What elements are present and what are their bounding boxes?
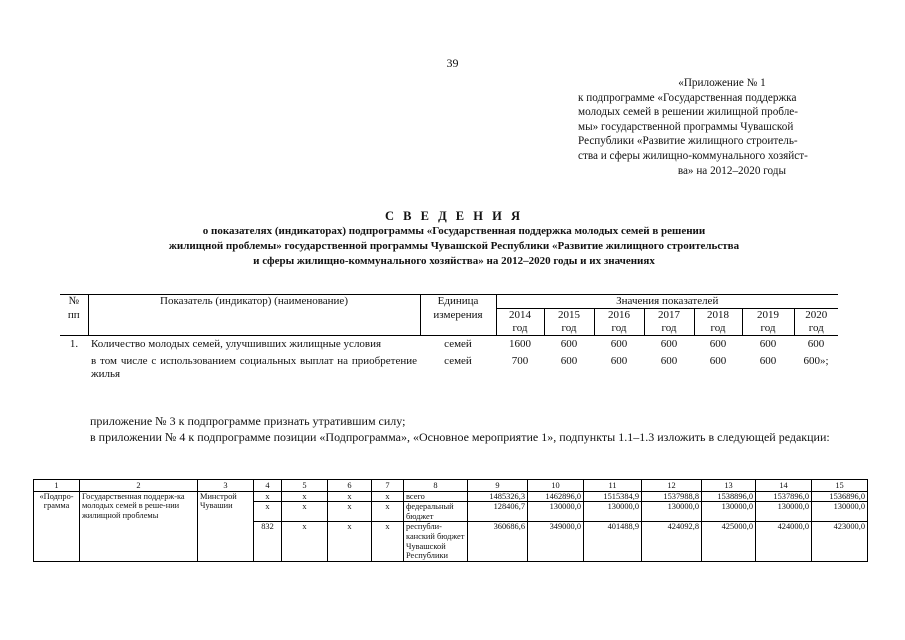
amount-cell: 128406,7 <box>468 502 528 522</box>
code-cell: x <box>254 502 282 522</box>
value-cell: 600»; <box>803 355 829 367</box>
value-cell: 600 <box>709 355 727 367</box>
title-line: жилищной проблемы» государственной программы Чувашской Республики «Развитие жилищного строительства <box>168 240 740 252</box>
code-cell: x <box>328 502 372 522</box>
value-cell: 600 <box>807 338 825 350</box>
column-number: 12 <box>642 480 702 492</box>
column-number: 2 <box>80 480 198 492</box>
value-cell: 600 <box>759 338 777 350</box>
table-row <box>60 336 838 352</box>
column-number: 3 <box>198 480 254 492</box>
year-header: 2019 <box>742 309 794 323</box>
column-number: 13 <box>702 480 756 492</box>
amount-cell: 424092,8 <box>642 522 702 561</box>
amount-cell: 130000,0 <box>528 502 584 522</box>
amount-cell: 130000,0 <box>756 502 812 522</box>
table-row <box>60 351 838 381</box>
unit-cell: семей <box>444 355 472 367</box>
amount-cell: 130000,0 <box>702 502 756 522</box>
code-cell: x <box>282 502 328 522</box>
amount-cell: 1515384,9 <box>584 491 642 502</box>
amount-cell: 425000,0 <box>702 522 756 561</box>
table-row <box>34 491 868 502</box>
amount-cell: 424000,0 <box>756 522 812 561</box>
column-number: 10 <box>528 480 584 492</box>
amount-cell: 1536896,0 <box>812 491 868 502</box>
value-cell: 600 <box>660 338 678 350</box>
indicator-table <box>60 294 838 381</box>
appendix-line: Республики «Развитие жилищного строитель- <box>578 135 798 148</box>
value-cell: 600 <box>560 338 578 350</box>
column-number: 5 <box>282 480 328 492</box>
value-cell: 600 <box>759 355 777 367</box>
column-number: 1 <box>34 480 80 492</box>
year-suffix: год <box>742 322 794 336</box>
column-number-row <box>34 480 868 492</box>
col-header-no-2: пп <box>67 308 80 321</box>
col-header-no: № <box>60 295 88 309</box>
amount-cell: 1485326,3 <box>468 491 528 502</box>
value-cell: 700 <box>511 355 529 367</box>
code-cell: x <box>372 502 404 522</box>
code-cell: 832 <box>254 522 282 561</box>
value-cell: 1600 <box>509 338 531 350</box>
value-cell: 600 <box>660 355 678 367</box>
indicator-name: Количество молодых семей, улучшивших жилищные условия <box>91 338 382 350</box>
year-suffix: год <box>594 322 644 336</box>
column-number: 15 <box>812 480 868 492</box>
amount-cell: 1538896,0 <box>702 491 756 502</box>
title-heading: С В Е Д Е Н И Я <box>385 209 523 223</box>
indicator-name: в том числе с использованием социальных выплат на приобретение жилья <box>91 355 417 380</box>
code-cell: x <box>254 491 282 502</box>
year-suffix: год <box>794 322 838 336</box>
appendix-line: к подпрограмме «Государственная поддержка <box>578 91 797 104</box>
year-header: 2014 <box>496 309 544 323</box>
title-subtitle <box>90 224 818 269</box>
amount-cell: 360686,6 <box>468 522 528 561</box>
code-cell: x <box>328 491 372 502</box>
amount-cell: 423000,0 <box>812 522 868 561</box>
program-type-cell: «Подпро-грамма <box>34 491 80 561</box>
year-header: 2017 <box>644 309 694 323</box>
program-table <box>33 479 868 562</box>
appendix-line: ва» на 2012–2020 годы <box>677 164 786 177</box>
title-line: о показателях (индикаторах) подпрограммы «Государственная поддержка молодых семей в решении <box>202 225 706 237</box>
code-cell: x <box>372 522 404 561</box>
column-number: 14 <box>756 480 812 492</box>
code-cell: x <box>282 522 328 561</box>
amount-cell: 1462896,0 <box>528 491 584 502</box>
col-header-unit: Единица <box>420 295 496 309</box>
executor-cell: Минстрой Чувашии <box>198 491 254 561</box>
value-cell: 600 <box>709 338 727 350</box>
column-number: 8 <box>404 480 468 492</box>
funding-source: федеральный бюджет <box>404 502 468 522</box>
amount-cell: 1537896,0 <box>756 491 812 502</box>
year-header: 2015 <box>544 309 594 323</box>
unit-cell: семей <box>444 338 472 350</box>
year-header: 2018 <box>694 309 742 323</box>
value-cell: 600 <box>610 355 628 367</box>
appendix-line: ства и сферы жилищно-коммунального хозяйст- <box>578 149 808 162</box>
column-number: 4 <box>254 480 282 492</box>
code-cell: x <box>282 491 328 502</box>
amount-cell: 130000,0 <box>812 502 868 522</box>
column-number: 11 <box>584 480 642 492</box>
title-line: и сферы жилищно-коммунального хозяйства» на 2012–2020 годы и их значениях <box>253 255 655 267</box>
paragraph: в приложении № 4 к подпрограмме позиции «Подпрограмма», «Основное мероприятие 1», подпункты 1.1–1.3 изложить в следующей редакции: <box>90 430 830 444</box>
program-name-cell: Государственная поддерж-ка молодых семей в реше-нии жилищной проблемы <box>80 491 198 561</box>
year-header: 2016 <box>594 309 644 323</box>
amount-cell: 130000,0 <box>584 502 642 522</box>
year-suffix: год <box>496 322 544 336</box>
appendix-line: мы» государственной программы Чувашской <box>578 120 794 133</box>
amount-cell: 349000,0 <box>528 522 584 561</box>
appendix-line: молодых семей в решении жилищной пробле- <box>578 106 798 119</box>
col-header-indicator: Показатель (индикатор) (наименование) <box>88 295 420 309</box>
value-cell: 600 <box>560 355 578 367</box>
col-header-unit-2: измерения <box>420 309 496 323</box>
funding-source: всего <box>404 491 468 502</box>
amount-cell: 1537988,8 <box>642 491 702 502</box>
row-number <box>60 351 88 381</box>
funding-source: республи-канский бюджет Чувашской Республики <box>404 522 468 561</box>
document-title <box>90 208 818 269</box>
year-suffix: год <box>694 322 742 336</box>
code-cell: x <box>328 522 372 561</box>
column-number: 9 <box>468 480 528 492</box>
column-number: 7 <box>372 480 404 492</box>
code-cell: x <box>372 491 404 502</box>
year-suffix: год <box>644 322 694 336</box>
row-number: 1. <box>69 338 79 350</box>
amount-cell: 401488,9 <box>584 522 642 561</box>
year-header: 2020 <box>794 309 838 323</box>
value-cell: 600 <box>610 338 628 350</box>
col-header-values: Значения показателей <box>496 295 838 309</box>
appendix-title: «Приложение № 1 <box>678 77 766 89</box>
column-number: 6 <box>328 480 372 492</box>
page-number: 39 <box>446 56 459 70</box>
year-suffix: год <box>544 322 594 336</box>
appendix-note <box>578 76 846 178</box>
paragraph: приложение № 3 к подпрограмме признать утратившим силу; <box>90 414 406 428</box>
amount-cell: 130000,0 <box>642 502 702 522</box>
